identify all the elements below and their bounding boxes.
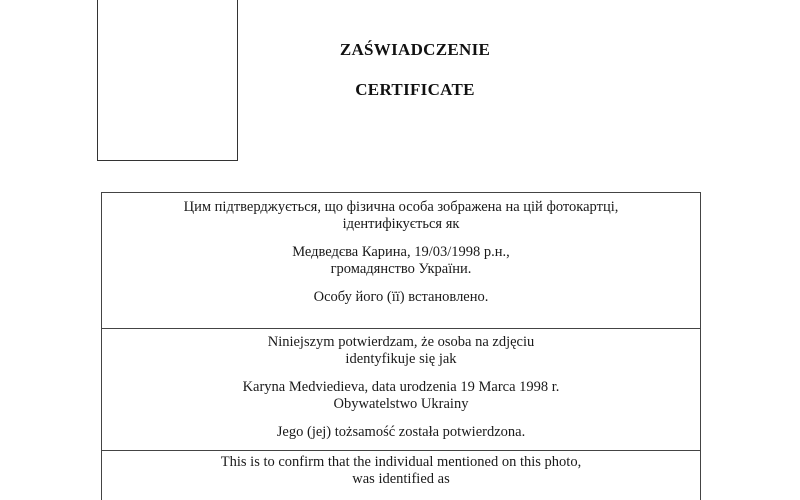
ua-line-1: Цим підтверджується, що фізична особа зображена на цій фотокартці, xyxy=(183,199,619,215)
ukrainian-section xyxy=(102,199,700,306)
ua-line-5: Особу його (її) встановлено. xyxy=(313,289,489,305)
section-divider-2 xyxy=(102,450,700,451)
section-divider-1 xyxy=(102,328,700,329)
ua-line-3: Медведєва Карина, 19/03/1998 р.н., xyxy=(292,244,510,260)
ua-line-2: ідентифікується як xyxy=(342,216,460,232)
title-english: CERTIFICATE xyxy=(355,80,475,99)
pl-line-1: Niniejszym potwierdzam, że osoba na zdjęciu xyxy=(267,334,535,350)
en-line-2: was identified as xyxy=(352,471,450,487)
ua-line-4: громадянство України. xyxy=(330,261,472,277)
pl-line-3: Karyna Medviedieva, data urodzenia 19 Marca 1998 r. xyxy=(242,379,560,395)
english-section xyxy=(102,454,700,488)
pl-line-2: identyfikuje się jak xyxy=(345,351,457,367)
certificate-table xyxy=(101,192,701,500)
en-line-1: This is to confirm that the individual mentioned on this photo, xyxy=(220,454,582,470)
pl-line-5: Jego (jej) tożsamość została potwierdzona. xyxy=(276,424,526,440)
photo-placeholder-box xyxy=(97,0,238,161)
polish-section xyxy=(102,334,700,441)
pl-line-4: Obywatelstwo Ukrainy xyxy=(333,396,469,412)
title-polish: ZAŚWIADCZENIE xyxy=(339,40,491,59)
